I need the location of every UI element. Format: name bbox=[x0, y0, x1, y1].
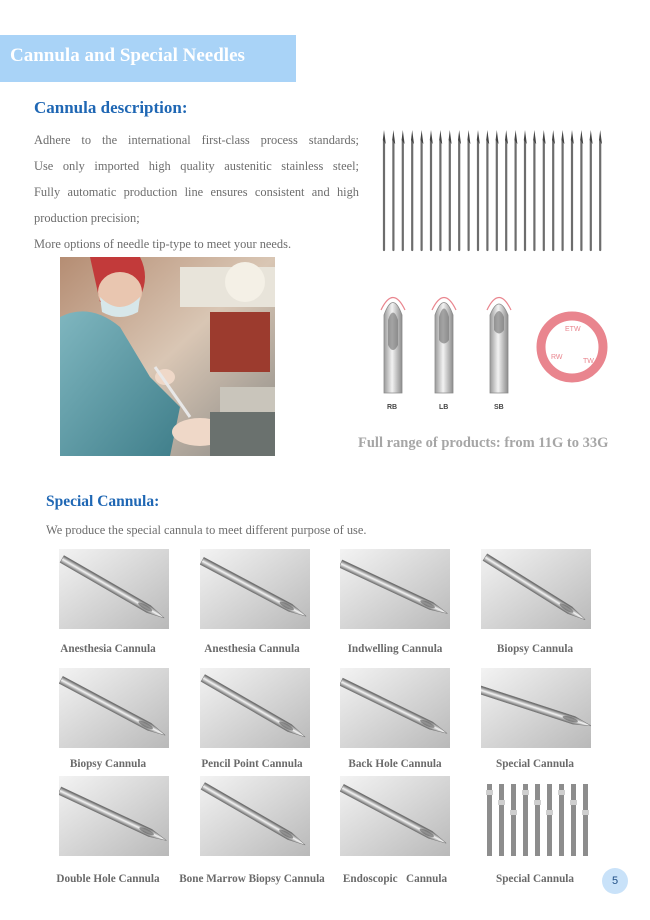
cannula-caption: Biopsy Cannula bbox=[69, 758, 147, 770]
description-line: Fully automatic production line ensures consistent and high bbox=[34, 185, 359, 199]
needle-row-image bbox=[378, 126, 608, 254]
cannula-caption: Pencil Point Cannula bbox=[201, 758, 303, 770]
tip-label-lb: LB bbox=[439, 404, 449, 411]
cannula-thumbnail bbox=[340, 549, 450, 629]
cannula-caption: Bone Marrow Biopsy Cannula bbox=[179, 873, 325, 885]
description-heading: Cannula description: bbox=[34, 98, 188, 117]
cannula-thumbnail bbox=[340, 668, 450, 748]
tip-label-sb: SB bbox=[494, 404, 504, 411]
cannula-thumbnail bbox=[59, 668, 169, 748]
cannula-caption: Double Hole Cannula bbox=[56, 873, 160, 885]
cannula-thumbnail bbox=[59, 549, 169, 629]
special-intro: We produce the special cannula to meet different purpose of use. bbox=[46, 523, 367, 537]
cannula-thumbnail bbox=[200, 549, 310, 629]
ring-label-tw: TW bbox=[583, 358, 594, 365]
description-line: Use only imported high quality austenitic stainless steel; bbox=[34, 159, 359, 173]
description-line: Adhere to the international first-class process standards; bbox=[34, 133, 359, 147]
ring-label-rw: RW bbox=[551, 354, 563, 361]
tip-type-diagram bbox=[375, 285, 615, 415]
cannula-caption: Anesthesia Cannula bbox=[204, 643, 300, 655]
tip-label-rb: RB bbox=[387, 404, 398, 411]
cannula-caption: Back Hole Cannula bbox=[348, 758, 442, 770]
cannula-caption: Biopsy Cannula bbox=[496, 643, 574, 655]
cannula-thumbnail bbox=[481, 776, 591, 856]
cannula-thumbnail bbox=[340, 776, 450, 856]
cannula-caption: Special Cannula bbox=[495, 758, 575, 770]
cannula-thumbnail bbox=[59, 776, 169, 856]
description-line: production precision; bbox=[34, 211, 140, 225]
surgeon-photo bbox=[60, 257, 275, 456]
cannula-thumbnail bbox=[481, 549, 591, 629]
page-number: 5 bbox=[602, 868, 628, 894]
ring-label-etw: ETW bbox=[565, 326, 581, 333]
description-line: More options of needle tip-type to meet your needs. bbox=[34, 237, 292, 251]
cannula-caption: Special Cannula bbox=[495, 873, 575, 885]
description-text bbox=[34, 127, 359, 257]
cannula-caption: Anesthesia Cannula bbox=[60, 643, 156, 655]
page-title: Cannula and Special Needles bbox=[10, 45, 245, 66]
cannula-thumbnail bbox=[200, 668, 310, 748]
product-range-text: Full range of products: from 11G to 33G bbox=[358, 435, 609, 451]
cannula-caption: Endoscopic Cannula bbox=[342, 873, 448, 885]
cannula-caption: Indwelling Cannula bbox=[347, 643, 443, 655]
cannula-thumbnail bbox=[200, 776, 310, 856]
cannula-thumbnail bbox=[481, 668, 591, 748]
special-heading: Special Cannula: bbox=[46, 493, 160, 510]
